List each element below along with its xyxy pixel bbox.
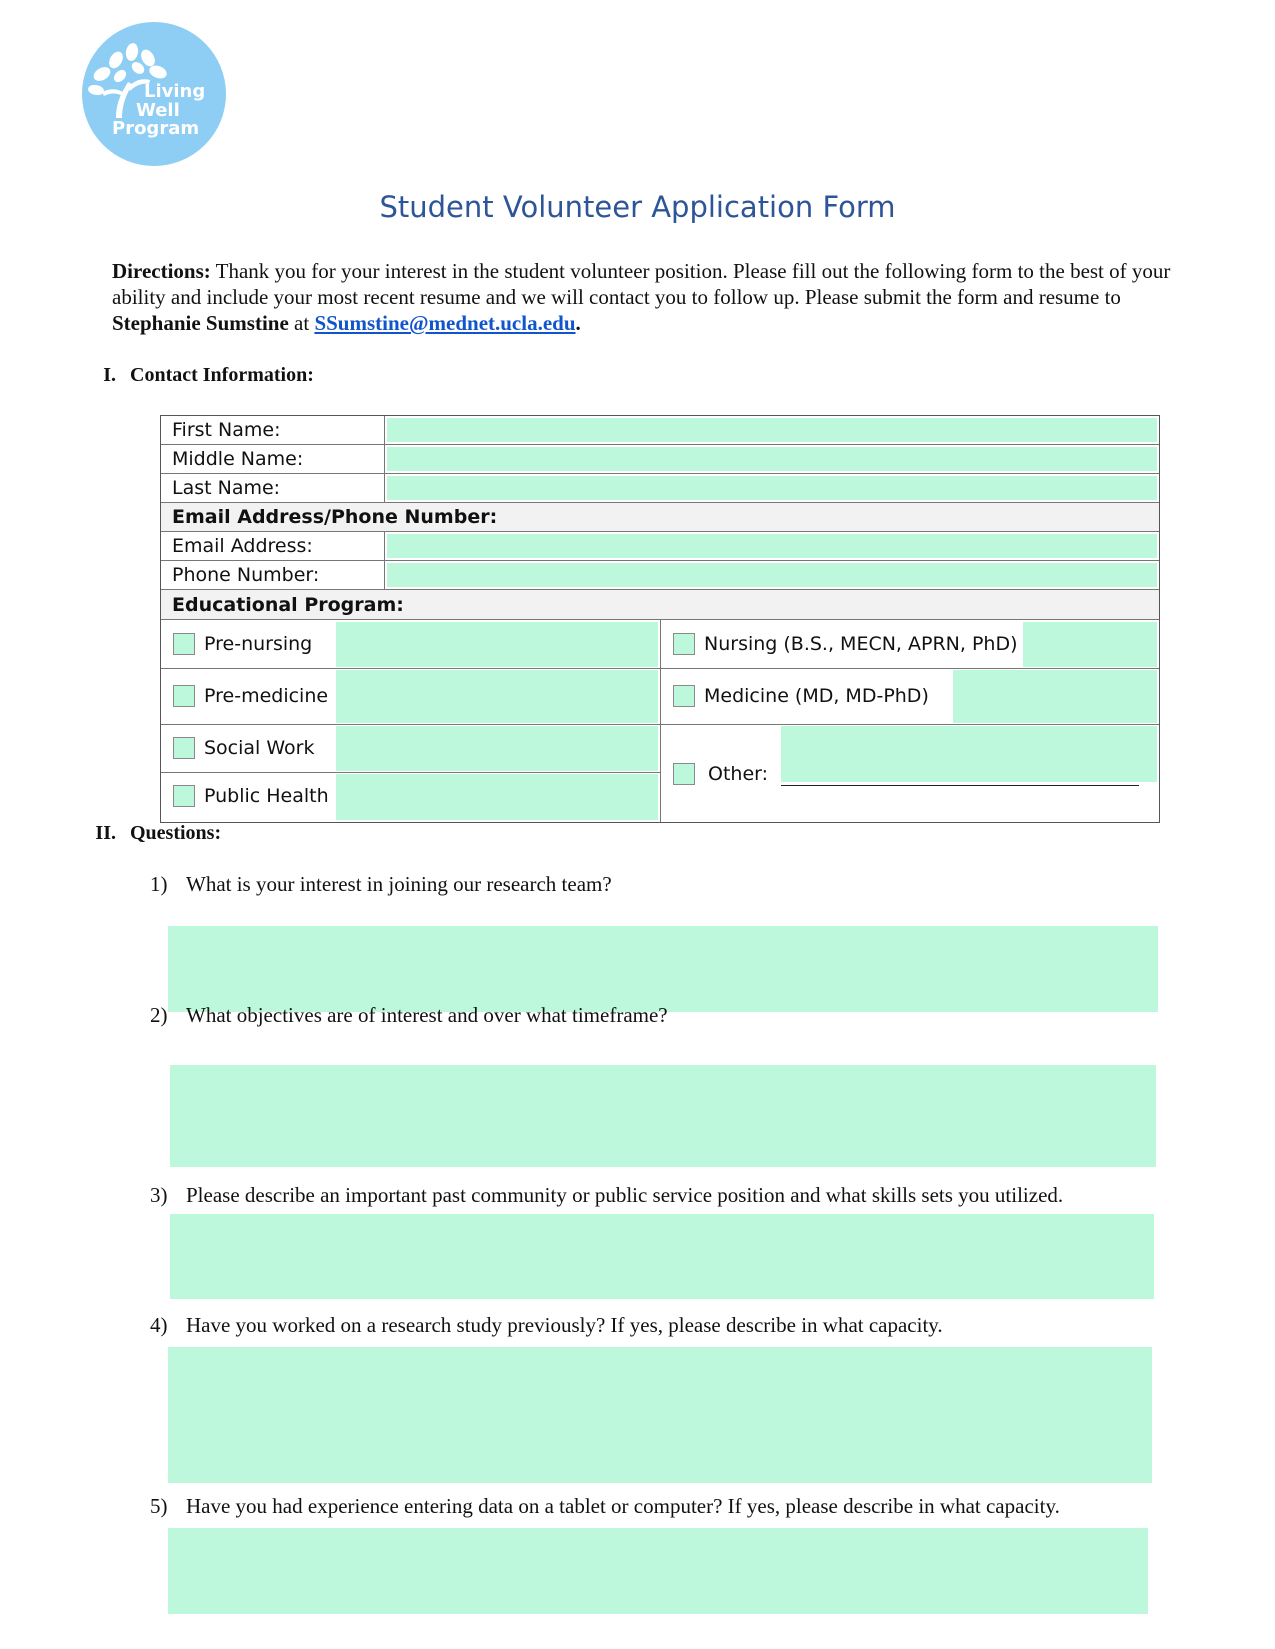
other-option[interactable]	[673, 750, 768, 798]
question-1	[150, 872, 612, 897]
phone-label: Phone Number:	[161, 561, 385, 589]
question-2	[150, 1003, 668, 1028]
question-4	[150, 1313, 943, 1338]
nursing-label: Nursing (B.S., MECN, APRN, PhD)	[704, 633, 1018, 655]
directions-paragraph	[112, 258, 1172, 336]
email-phone-header-row	[161, 503, 1159, 532]
question-3	[150, 1183, 1063, 1208]
social-work-detail-field[interactable]	[336, 726, 658, 771]
last-name-row	[161, 474, 1159, 503]
answer-3-field[interactable]	[170, 1214, 1154, 1299]
other-label: Other:	[708, 763, 769, 785]
section-contact-heading	[76, 364, 314, 387]
middle-name-row	[161, 445, 1159, 474]
section-questions-heading	[62, 822, 221, 845]
question-number: 3)	[150, 1183, 168, 1207]
question-text: Have you had experience entering data on a tablet or computer? If yes, please describe in what capacity.	[186, 1494, 1060, 1518]
pre-medicine-label: Pre-medicine	[204, 685, 329, 707]
social-work-checkbox[interactable]	[173, 737, 195, 759]
directions-period: .	[575, 311, 581, 335]
email-phone-header: Email Address/Phone Number:	[172, 506, 498, 528]
column-divider	[660, 620, 661, 822]
answer-2-field[interactable]	[170, 1065, 1156, 1167]
living-well-logo	[82, 22, 226, 166]
pre-nursing-checkbox[interactable]	[173, 633, 195, 655]
section-title: Questions:	[130, 822, 222, 844]
email-input[interactable]	[387, 534, 1157, 558]
email-row	[161, 532, 1159, 561]
question-text: Have you worked on a research study previously? If yes, please describe in what capacity.	[186, 1313, 943, 1337]
directions-label: Directions:	[112, 259, 211, 283]
other-underline	[781, 785, 1139, 786]
phone-row	[161, 561, 1159, 590]
email-label: Email Address:	[161, 532, 385, 560]
education-header: Educational Program:	[172, 593, 404, 616]
question-number: 1)	[150, 872, 168, 896]
question-text: Please describe an important past community or public service position and what skills sets you utilized.	[186, 1183, 1064, 1207]
other-checkbox[interactable]	[673, 763, 695, 785]
social-work-option[interactable]	[173, 724, 314, 772]
section-title: Contact Information:	[130, 364, 314, 386]
medicine-label: Medicine (MD, MD-PhD)	[704, 685, 929, 707]
answer-4-field[interactable]	[168, 1347, 1152, 1483]
question-text: What is your interest in joining our research team?	[186, 872, 612, 896]
question-5	[150, 1494, 1060, 1519]
middle-name-label: Middle Name:	[161, 445, 385, 473]
pre-nursing-detail-field[interactable]	[336, 622, 658, 667]
social-work-label: Social Work	[204, 737, 315, 759]
page-title: Student Volunteer Application Form	[379, 190, 896, 224]
education-header-row	[161, 590, 1159, 620]
logo-text-line1: Living	[144, 81, 206, 102]
nursing-option[interactable]	[673, 620, 1018, 668]
contact-person-name: Stephanie Sumstine	[112, 311, 289, 335]
public-health-checkbox[interactable]	[173, 785, 195, 807]
section-numeral: I.	[103, 364, 116, 386]
nursing-checkbox[interactable]	[673, 633, 695, 655]
section-numeral: II.	[95, 822, 116, 844]
middle-name-input[interactable]	[387, 447, 1157, 471]
question-number: 5)	[150, 1494, 168, 1518]
pre-nursing-label: Pre-nursing	[204, 633, 313, 655]
answer-5-field[interactable]	[168, 1528, 1148, 1614]
directions-text: Thank you for your interest in the student volunteer position. Please fill out the following form to the best of your ability and include your most recent resume and we will contact you to follow up. Please submit the form and resume to	[112, 259, 1171, 309]
question-text: What objectives are of interest and over what timeframe?	[186, 1003, 668, 1027]
medicine-option[interactable]	[673, 668, 929, 724]
pre-nursing-option[interactable]	[173, 620, 312, 668]
question-number: 2)	[150, 1003, 168, 1027]
pre-medicine-checkbox[interactable]	[173, 685, 195, 707]
logo-text-line3: Program	[112, 118, 200, 139]
last-name-input[interactable]	[387, 476, 1157, 500]
nursing-detail-field[interactable]	[1023, 622, 1157, 667]
first-name-input[interactable]	[387, 418, 1157, 442]
first-name-row	[161, 416, 1159, 445]
last-name-label: Last Name:	[161, 474, 385, 502]
first-name-label: First Name:	[161, 416, 385, 444]
educational-program-grid	[161, 620, 1159, 822]
pre-medicine-option[interactable]	[173, 668, 328, 724]
pre-medicine-detail-field[interactable]	[336, 670, 658, 723]
phone-input[interactable]	[387, 563, 1157, 587]
contact-info-table	[160, 415, 1160, 823]
medicine-detail-field[interactable]	[953, 670, 1157, 723]
question-number: 4)	[150, 1313, 168, 1337]
public-health-option[interactable]	[173, 772, 329, 820]
public-health-label: Public Health	[204, 785, 329, 807]
public-health-detail-field[interactable]	[336, 774, 658, 820]
directions-at: at	[288, 311, 315, 335]
other-detail-field[interactable]	[781, 726, 1157, 782]
medicine-checkbox[interactable]	[673, 685, 695, 707]
contact-email-link[interactable]: SSumstine@mednet.ucla.edu	[314, 311, 576, 335]
answer-1-field[interactable]	[168, 926, 1158, 1012]
logo-text-line2: Well	[136, 100, 180, 121]
